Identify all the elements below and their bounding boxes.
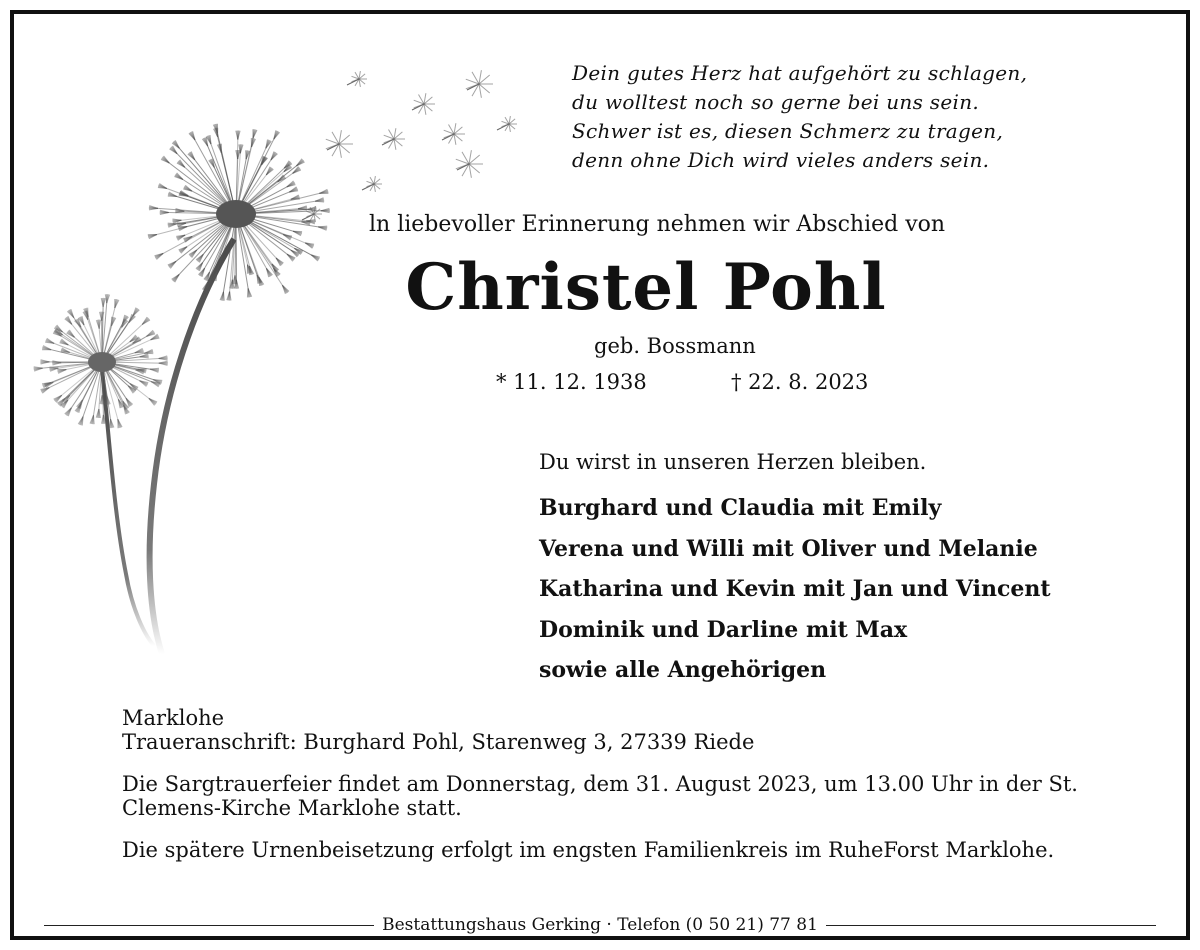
poem-line: Dein gutes Herz hat aufgehört zu schlagen, [572, 61, 1028, 85]
family-member: Dominik und Darline mit Max [539, 616, 908, 643]
death-date: † 22. 8. 2023 [731, 370, 869, 394]
poem [572, 59, 1132, 175]
birth-date: * 11. 12. 1938 [496, 370, 647, 394]
mourning-address: Traueranschrift: Burghard Pohl, Starenweg 3, 27339 Riede [122, 730, 755, 754]
deceased-name: Christel Pohl [405, 250, 887, 325]
poem-line: denn ohne Dich wird vieles anders sein. [572, 148, 990, 172]
intro-text: ln liebevoller Erinnerung nehmen wir Abschied von [369, 212, 946, 237]
poem-line: du wolltest noch so gerne bei uns sein. [572, 90, 980, 114]
place: Marklohe [122, 706, 225, 730]
funeral-home-footer [14, 914, 1186, 936]
dandelion-illustration [14, 14, 574, 674]
family-member: Burghard und Claudia mit Emily [539, 495, 942, 521]
family-member: Katharina und Kevin mit Jan und Vincent [539, 576, 1051, 602]
poem-line: Schwer ist es, diesen Schmerz zu tragen, [572, 119, 1004, 143]
family-member: Verena und Willi mit Oliver und Melanie [539, 535, 1038, 562]
maiden-name: geb. Bossmann [594, 334, 756, 358]
funeral-info: Die Sargtrauerfeier findet am Donnerstag, dem 31. August 2023, um 13.00 Uhr in der St. Clemens-Kirche Marklohe statt. [122, 772, 1078, 820]
obituary-notice [10, 10, 1190, 940]
burial-info: Die spätere Urnenbeisetzung erfolgt im engsten Familienkreis im RuheForst Marklohe. [122, 838, 1055, 862]
family-list [539, 488, 1139, 691]
family-member: sowie alle Angehörigen [539, 657, 827, 683]
memorial-phrase: Du wirst in unseren Herzen bleiben. [539, 450, 927, 474]
service-details [122, 706, 1082, 880]
funeral-home-contact: Bestattungshaus Gerking · Telefon (0 50 21) 77 81 [374, 915, 826, 935]
